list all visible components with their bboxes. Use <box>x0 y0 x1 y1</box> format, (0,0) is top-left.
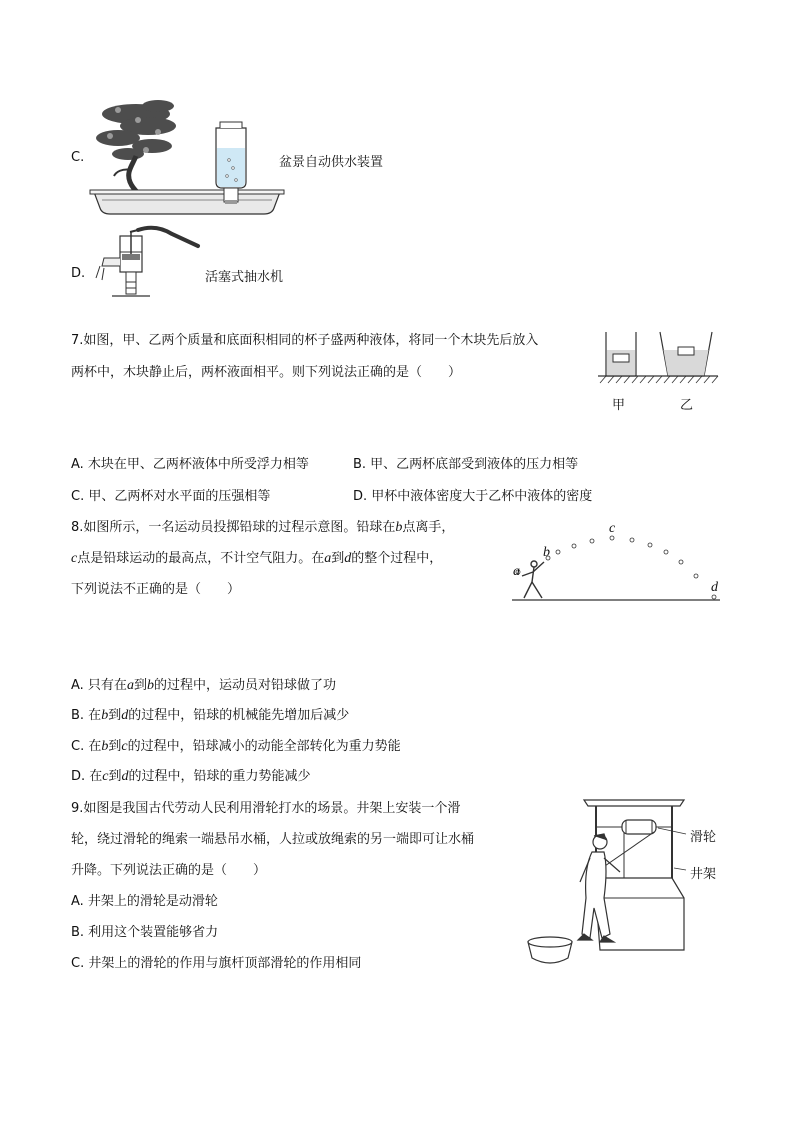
shot-put-trajectory-figure <box>506 518 726 606</box>
q9-option-c: C. 井架上的滑轮的作用与旗杆顶部滑轮的作用相同 <box>71 956 362 971</box>
q9-stem-line-2: 轮，绕过滑轮的绳索一端悬吊水桶，人拉或放绳索的另一端即可让水桶 <box>71 832 475 847</box>
bonsai-water-device-figure <box>88 96 288 218</box>
q9-stem-line-3: 升降。下列说法正确的是（ ） <box>71 863 267 878</box>
q7-option-a: A. 木块在甲、乙两杯液体中所受浮力相等 <box>71 457 309 472</box>
q7-option-d: D. 甲杯中液体密度大于乙杯中液体的密度 <box>353 489 593 504</box>
q8-option-a: A. 只有在a到b的过程中，运动员对铅球做了功 <box>71 678 336 693</box>
two-cups-figure <box>596 330 720 390</box>
q8-option-d: D. 在c到d的过程中，铅球的重力势能减少 <box>71 769 311 784</box>
point-d-label: d <box>711 580 718 595</box>
q7-stem-line-2: 两杯中，木块静止后，两杯液面相平。则下列说法正确的是（ ） <box>71 365 462 380</box>
option-c-label: C. <box>71 150 85 165</box>
option-d-label: D. <box>71 266 86 281</box>
q7-option-c: C. 甲、乙两杯对水平面的压强相等 <box>71 489 271 504</box>
piston-pump-figure <box>86 226 200 298</box>
q9-option-a: A. 井架上的滑轮是动滑轮 <box>71 894 218 909</box>
option-c-caption: 盆景自动供水装置 <box>279 155 384 170</box>
point-b-label: b <box>543 545 550 560</box>
q7-stem-line-1: 7.如图，甲、乙两个质量和底面积相同的杯子盛两种液体，将同一个木块先后放入 <box>71 333 539 348</box>
well-frame-label: 井架 <box>690 867 717 882</box>
q8-option-b: B. 在b到d的过程中，铅球的机械能先增加后减少 <box>71 708 350 723</box>
q8-stem-line-3: 下列说法不正确的是（ ） <box>71 582 241 597</box>
point-c-label: c <box>609 521 616 536</box>
q8-option-c: C. 在b到c的过程中，铅球减小的动能全部转化为重力势能 <box>71 739 401 754</box>
pulley-label: 滑轮 <box>690 830 717 845</box>
option-d-caption: 活塞式抽水机 <box>205 270 284 285</box>
q8-stem-line-2: c点是铅球运动的最高点，不计空气阻力。在a到d的整个过程中， <box>71 551 443 566</box>
point-a-label: a <box>513 564 520 579</box>
q7-option-b: B. 甲、乙两杯底部受到液体的压力相等 <box>353 457 579 472</box>
q8-stem-line-1: 8.如图所示，一名运动员投掷铅球的过程示意图。铅球在b点离手， <box>71 520 455 535</box>
cup-yi-label: 乙 <box>680 398 694 413</box>
q9-stem-line-1: 9.如图是我国古代劳动人民利用滑轮打水的场景。井架上安装一个滑 <box>71 801 461 816</box>
q9-option-b: B. 利用这个装置能够省力 <box>71 925 219 940</box>
cup-jia-label: 甲 <box>612 398 626 413</box>
well-pulley-figure <box>520 798 692 972</box>
